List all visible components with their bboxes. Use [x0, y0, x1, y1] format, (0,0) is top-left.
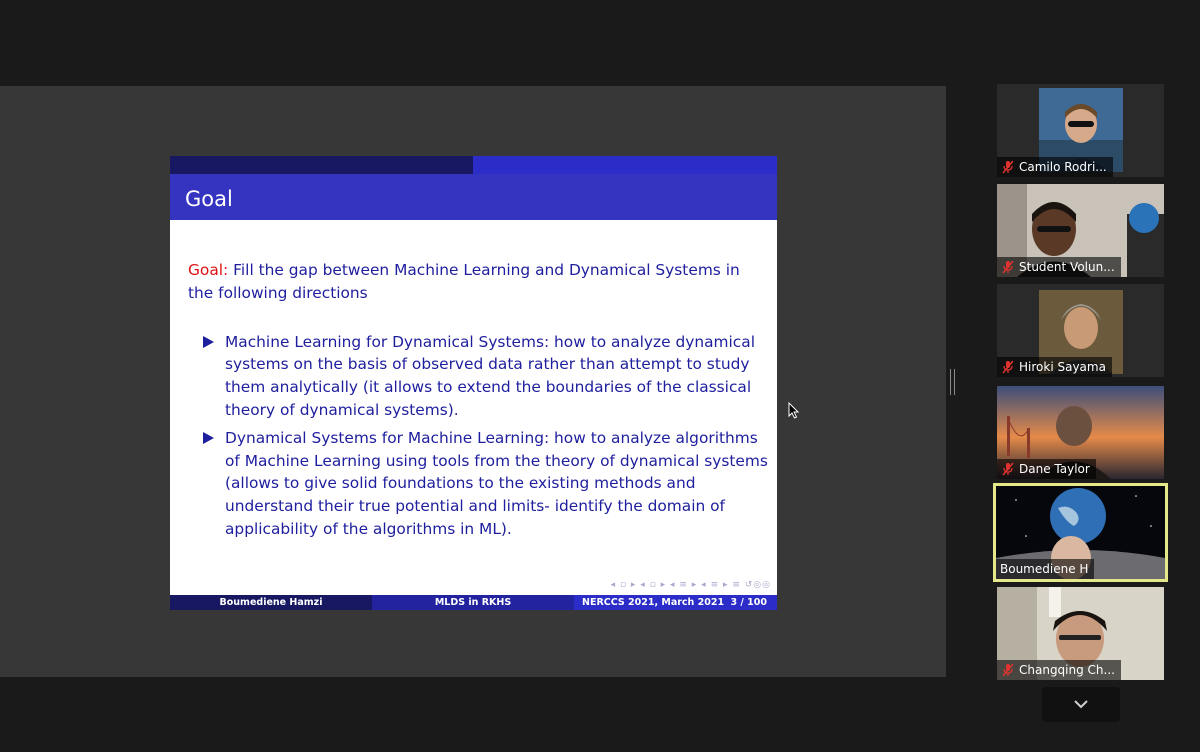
participant-name: Changqing Ch...: [1019, 663, 1115, 677]
mic-muted-icon: [1001, 462, 1015, 476]
footer-conference: NERCCS 2021, March 2021: [582, 597, 725, 608]
participant-tile[interactable]: [997, 284, 1164, 377]
bullet-item: [188, 427, 768, 541]
frame-title: Goal: [185, 187, 233, 211]
participant-name-tag: [997, 357, 1112, 377]
mic-muted-icon: [1001, 260, 1015, 274]
mouse-cursor-icon: [788, 402, 800, 419]
participant-name-tag: [997, 257, 1121, 277]
slide-body: [188, 259, 768, 546]
scroll-participants-down-button[interactable]: [1042, 687, 1120, 722]
participant-tile-active-speaker[interactable]: [993, 483, 1168, 582]
footer-title: MLDS in RKHS: [372, 595, 574, 610]
slide-navigation-bar: [170, 156, 777, 174]
participant-name-tag: [997, 660, 1121, 680]
participant-tile[interactable]: [997, 84, 1164, 177]
splitter-handle-icon[interactable]: [950, 369, 955, 395]
triangle-bullet-icon: [203, 336, 214, 348]
participant-tile[interactable]: [997, 386, 1164, 479]
beamer-navigation-symbols-icon[interactable]: ◂ ▫ ▸ ◂ ▫ ▸ ◂ ≡ ▸ ◂ ≡ ▸ ≡ ↺◎◎: [610, 580, 771, 590]
mic-muted-icon: [1001, 360, 1015, 374]
bullet-text: Dynamical Systems for Machine Learning: how to analyze algorithms of Machine Learning using tools from the theory of dynamical systems (allows to give solid foundations to the existing methods and understand their true potential and limits- identify the domain of applicability of the algorithms in ML).: [225, 428, 768, 538]
participant-name: Dane Taylor: [1019, 462, 1090, 476]
frame-title-bar: [170, 174, 777, 220]
footer-author: Boumediene Hamzi: [170, 595, 372, 610]
participant-name-tag: [996, 559, 1094, 579]
participant-name: Student Volun...: [1019, 260, 1115, 274]
participant-tile[interactable]: [997, 587, 1164, 680]
participant-name: Camilo Rodri...: [1019, 160, 1107, 174]
slide-navigation-bar-dark: [170, 156, 473, 174]
slide-footer: [170, 595, 777, 610]
triangle-bullet-icon: [203, 432, 214, 444]
goal-label: Goal:: [188, 261, 229, 279]
participant-name: Hiroki Sayama: [1019, 360, 1106, 374]
bullet-text: Machine Learning for Dynamical Systems: how to analyze dynamical systems on the basis of observed data rather than attempt to study them analytically (it allows to extend the boundaries of the classical theory of dynamical systems).: [225, 332, 755, 419]
footer-conference-block: [574, 595, 777, 610]
participant-name-tag: [997, 459, 1096, 479]
mic-muted-icon: [1001, 663, 1015, 677]
mic-muted-icon: [1001, 160, 1015, 174]
footer-page-number: 3 / 100: [730, 597, 767, 608]
participant-tile[interactable]: [997, 184, 1164, 277]
goal-text: Fill the gap between Machine Learning and Dynamical Systems in the following directions: [188, 261, 740, 302]
goal-paragraph: [188, 259, 768, 305]
participant-name-tag: [997, 157, 1113, 177]
bullet-item: [188, 331, 768, 422]
bullet-list: [188, 331, 768, 541]
presentation-slide: [170, 156, 777, 610]
chevron-down-icon: [1073, 698, 1089, 710]
participant-name: Boumediene H: [1000, 562, 1089, 576]
